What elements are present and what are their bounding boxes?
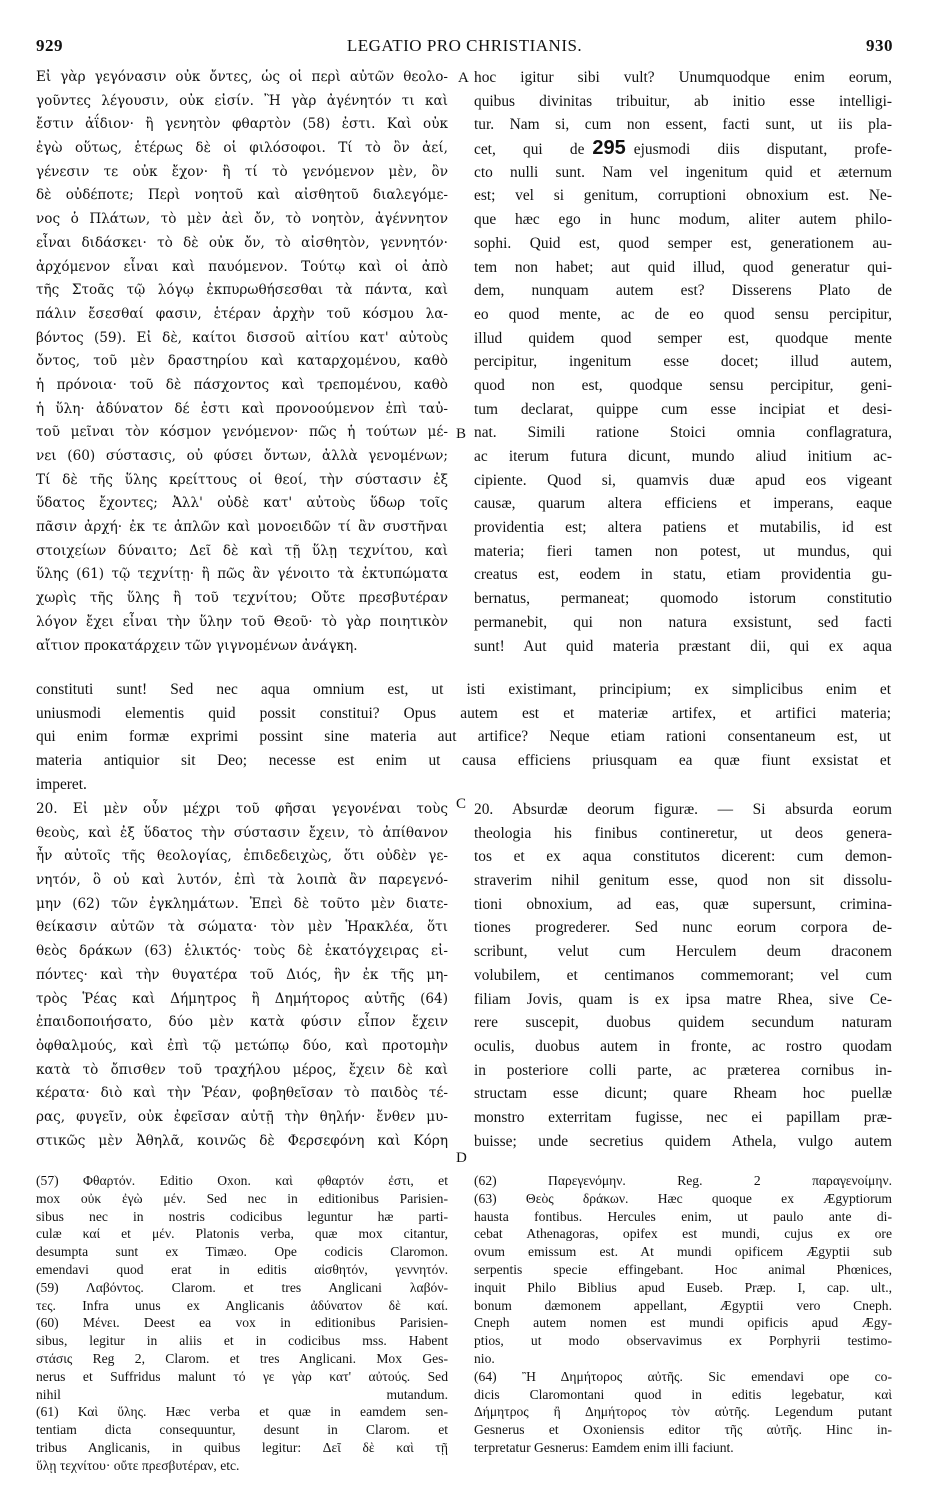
latin-top-line: permanebit, qui non natura exsistunt, sed facti <box>474 613 892 631</box>
greek-top-line: εἶναι διδάσκει· τὸ δὲ οὐκ ὄν, τὸ αἰσθητὸν, γεννητόν· <box>36 234 448 251</box>
greek-bottom-line: θεοὺς, καὶ ἐξ ὕδατος τὴν σύστασιν ἔχειν, τὸ ἀπίθανον <box>36 824 448 841</box>
footnote-left-line: (59) Λαβόντος. Clarom. et tres Anglicani λαβόν- <box>36 1279 448 1295</box>
latin-top-line: cto nulli sunt. Nam vel ingenitum quid et æternum <box>474 163 892 181</box>
greek-bottom-line: ἐπαιδοποιήσατο, δύο μὲν κατὰ φύσιν εἶπον ἔχειν <box>36 1014 448 1031</box>
footnote-right-line: ovum emissum est. At mundi opificem Ægyptii sub <box>474 1244 892 1260</box>
running-header <box>36 36 893 62</box>
footnote-right-line: cebat Athenagoras, opifex est mundi, cujus ex ore <box>474 1226 892 1242</box>
latin-top-line: hoc igitur sibi vult? Unumquodque enim eorum, <box>474 69 892 86</box>
latin-bottom-line: oculis, duobus autem in fronte, ac rostro quodam <box>474 1037 892 1055</box>
latin-top-line: sophi. Quid est, quod semper est, generationem au- <box>474 234 892 252</box>
latin-bottom-line: filiam Jovis, quam is ex ipsa matre Rhea, sive Ce- <box>474 990 892 1008</box>
latin-bottom-line: structam esse dicunt; quare Rheam hoc puellæ <box>474 1085 892 1103</box>
latin-full-width-text <box>36 678 891 796</box>
greek-top-line: Εἰ γὰρ γεγόνασιν οὐκ ὄντες, ὡς οἱ περὶ αὐτῶν θεολο- <box>36 69 448 85</box>
greek-top-line: ὄντος, τοῦ μὲν δραστηρίου καὶ καταρχομένου, καθὸ <box>36 353 448 370</box>
footnote-right-line: (64) Ἢ Δημήτορος αὐτῆς. Sic emendavi ope co- <box>474 1368 892 1384</box>
greek-top-line: λόγον ἔχει εἶναι τὴν ὕλην τοῦ Θεοῦ· τὸ γὰρ ποιητικὸν <box>36 613 448 630</box>
latin-full-line: imperet. <box>36 775 87 793</box>
section-marker-d: D <box>456 1150 467 1166</box>
footnote-left-line: nerus et Suffridus malunt τό γε γὰρ κατ' αὐτούς. Sed <box>36 1368 448 1384</box>
greek-top-line: νος ὁ Πλάτων, τὸ μὲν ἀεὶ ὄν, τὸ νοητὸν, ἀγέννητον <box>36 211 448 228</box>
greek-bottom-line: τρὸς Ῥέας καὶ Δήμητρος ἢ Δημήτορος αὐτῆς (64) <box>36 990 448 1007</box>
footnote-left-line: στάσις Reg 2, Clarom. et tres Anglicani. Mox Ges- <box>36 1350 448 1366</box>
footnote-left-line: desumpta sunt ex Timæo. Ope codicis Claromon. <box>36 1244 448 1260</box>
latin-top-line: creatus est, eodem in statu, etiam providentia gu- <box>474 566 892 584</box>
greek-top-line: ἔστιν ἀΐδιον· ἢ γενητὸν φθαρτὸν (58) ἐστι. Καὶ οὐκ <box>36 116 448 133</box>
footnote-right-line: Δήμητρος ἢ Δημήτορος τὸν αὐτῆς. Legendum putant <box>474 1404 892 1420</box>
greek-bottom-line: μην (62) τῶν ἐγκλημάτων. Ἐπεὶ δὲ τοῦτο μὲν διατε- <box>36 895 448 912</box>
footnote-right-line: nio. <box>474 1350 495 1366</box>
latin-bottom-line: straverim nihil genitum esse, quod non sit dissolu- <box>474 872 892 890</box>
latin-top-line: tur. Nam si, cum non essent, facti sunt, ut iis pla- <box>474 116 892 134</box>
greek-bottom-line: κατὰ τὸ ὄπισθεν τοῦ τραχήλου μέρος, ἔχειν δὲ καὶ <box>36 1061 448 1078</box>
greek-top-line: στοιχείων δύναιτο; Δεῖ δὲ καὶ τῇ ὕλῃ τεχνίτου, καὶ <box>36 542 448 559</box>
section-marker-c: C <box>456 796 467 812</box>
greek-bottom-line: στικῶς μὲν Ἀθηλᾶ, κοινῶς δὲ Φερσεφόνη καὶ Κόρη <box>36 1132 448 1149</box>
section-marker-a: A <box>458 70 469 86</box>
greek-top-line: ἀρχόμενον εἶναι καὶ παυόμενον. Τούτῳ καὶ οἱ ἀπὸ <box>36 258 448 275</box>
greek-top-line: νει (60) σύστασις, οὐ φύσει ὄντων, ἀλλὰ γενομένων; <box>36 448 448 464</box>
latin-bottom-line: theologia his finibus contineretur, ut deos genera- <box>474 824 892 842</box>
page-number-right: 930 <box>866 36 893 55</box>
greek-bottom-line: νητόν, ὃ οὐ καὶ λυτόν, ἐπὶ τὰ λοιπὰ ἂν παρεγενό- <box>36 872 448 889</box>
greek-top-line: γένεσιν τε οὐκ ἔχον· ἢ τί τὸ γενόμενον μὲν, ὂν <box>36 163 448 180</box>
latin-bottom-line: tos et ex aqua constitutos dicerent: cum demon- <box>474 848 892 866</box>
greek-top-line: τοῦ μεῖναι τὸν κόσμον γενόμενον· πῶς ἡ τούτων μέ- <box>36 424 448 441</box>
footnote-left-line: culæ καί et μέν. Platonis verba, quæ mox citantur, <box>36 1226 448 1242</box>
latin-top-line: tum declarat, quippe cum esse incipiat et desi- <box>474 400 892 418</box>
footnote-right-line: hausta fontibus. Hercules enim, ut paulo ante di- <box>474 1208 892 1224</box>
latin-bottom-line: tioni obnoxium, ad eas, quæ supersunt, crimina- <box>474 895 892 913</box>
latin-top-line: que hæc ego in hunc modum, aliter autem philo- <box>474 211 892 229</box>
latin-top-line: nat. Simili ratione Stoici omnia conflagratura, <box>474 424 892 442</box>
latin-column-bottom <box>474 798 892 1153</box>
footnote-right-line: (62) Παρεγενόμην. Reg. 2 παραγενοίμην. <box>474 1173 892 1188</box>
greek-bottom-line: ρας, φυγεῖν, οὐκ ἐφεῖσαν αὐτῇ τὴν θηλήν· ἔνθεν μυ- <box>36 1108 448 1125</box>
latin-top-line: quibus divinitas tribuitur, ab initio esse intelligi- <box>474 92 892 110</box>
footnote-left-line: nihil mutandum. <box>36 1386 448 1402</box>
latin-top-line: percipitur, ingenitum esse docet; illud autem, <box>474 353 892 371</box>
footnote-left-line: mox οὐκ ἐγὼ μέν. Sed nec in editionibus Parisien- <box>36 1190 448 1206</box>
greek-top-line: ἡ πρόνοια· τοῦ δὲ πάσχοντος καὶ τρεπομένου, καθὸ <box>36 376 448 393</box>
footnote-left-line: tribus Anglicanis, in quibus legitur: Δεῖ δὲ καὶ τῇ <box>36 1439 448 1455</box>
footnote-left-line: sibus, legitur in aliis et in codicibus mss. Habent <box>36 1333 448 1349</box>
latin-top-line: materia; fieri tamen non potest, ut mundus, qui <box>474 542 892 560</box>
footnote-right-line: bonum dæmonem appellant, Ægyptii vero Cneph. <box>474 1297 892 1313</box>
greek-bottom-line: ἦν αὐτοῖς τῆς θεολογίας, ἐπιδεδειχὼς, ὅτι οὐδὲν γε- <box>36 848 448 865</box>
greek-top-line: ὕλης (61) τῷ τεχνίτῃ· ἢ πῶς ἂν γένοιτο τὰ ἐκτυπώματα <box>36 566 448 583</box>
latin-full-line: constituti sunt! Sed nec aqua omnium est, ut isti existimant, principium; ex simplicibus enim et <box>36 681 891 698</box>
greek-column-bottom <box>36 798 448 1153</box>
footnote-right-line: ptios, ut modo observavimus ex Porphyrii testimo- <box>474 1333 892 1349</box>
running-title: LEGATIO PRO CHRISTIANIS. <box>346 36 583 55</box>
latin-top-line: tem non habet; aut quid illud, quod generatur qui- <box>474 258 892 276</box>
footnote-left-line: emendavi quod erat in editis αἰσθητόν, γεννητόν. <box>36 1261 448 1277</box>
page-number-left: 929 <box>36 36 63 55</box>
greek-top-line: δὲ οὐδέποτε; Περὶ νοητοῦ καὶ αἰσθητοῦ διαλεγόμε- <box>36 187 448 204</box>
greek-top-line: ἐγὼ οὕτως, ἑτέρως δὲ οἱ φιλόσοφοι. Τί τὸ ὂν ἀεί, <box>36 140 448 157</box>
latin-top-line-part: ejusmodi diis disputant, profe- <box>633 141 892 159</box>
footnote-left-line: τες. Infra unus ex Anglicanis ἀδύνατον δὲ καί. <box>36 1297 448 1313</box>
footnote-right-line: (63) Θεὸς δράκων. Hæc quoque ex Ægyptiorum <box>474 1190 892 1206</box>
latin-bottom-line: rere suscepit, duobus quidem secundum naturam <box>474 1014 892 1032</box>
section-marker-b: B <box>456 426 467 442</box>
latin-column-top <box>474 66 892 658</box>
greek-top-line: γοῦντες λέγουσιν, οὐκ εἰσίν. Ἢ γὰρ ἀγένητόν τι καὶ <box>36 92 448 109</box>
latin-bottom-line: volubilem, et centimanos commemorant; vel cum <box>474 966 892 984</box>
greek-top-line: αἴτιον προκατάρχειν τῶν γιγνομένων ἀνάγκη. <box>36 637 358 654</box>
footnote-right-line: inquit Philo Biblius apud Euseb. Præp. I, cap. ult., <box>474 1279 892 1295</box>
latin-bottom-line: in posteriore colli parte, ac præterea cornibus in- <box>474 1061 892 1079</box>
footnotes-right <box>474 1172 892 1457</box>
latin-bottom-line: buisse; unde secretius quidem Athela, vulgo autem <box>474 1132 892 1150</box>
footnote-right-line: dicis Claromontani quod in editis legebatur, καὶ <box>474 1386 892 1402</box>
greek-bottom-line: θείκασιν αὐτῶν τὰ σώματα· τὸν μὲν Ἡρακλέα, ὅτι <box>36 919 448 936</box>
footnote-right-line: terpretatur Gesnerus: Eamdem enim illi faciunt. <box>474 1439 734 1455</box>
latin-top-line: ac iterum futura dicunt, mundo aliud initium ac- <box>474 448 892 465</box>
footnote-left-line: sibus nec in nostris codicibus leguntur hæ parti- <box>36 1208 448 1224</box>
footnote-right-line: serpentis specie effingebant. Hoc animal Phœnices, <box>474 1261 892 1277</box>
migne-column-number: 295 <box>592 137 626 160</box>
latin-top-line: illud quidem quod semper est, quodque mente <box>474 329 892 347</box>
latin-bottom-line: scribunt, velut cum Herculem deum draconem <box>474 943 892 961</box>
latin-top-line: eo quod mente, ac de eo quod sensu percipitur, <box>474 305 892 323</box>
latin-top-line-with-page-ref <box>474 137 892 161</box>
greek-column-top <box>36 66 448 658</box>
latin-top-line: est; vel si genitum, corruptioni obnoxium est. Ne- <box>474 187 892 205</box>
latin-top-line: quod non est, quodque sensu percipitur, geni- <box>474 376 892 394</box>
greek-top-line: τῆς Στοᾶς τῷ λόγῳ ἐκπυρωθήσεσθαι τὰ πάντα, καὶ <box>36 282 448 299</box>
footnote-right-line: Gesnerus et Oxoniensis editor τῆς αὐτῆς. Hinc in- <box>474 1422 892 1438</box>
footnote-left-line: ὕλῃ τεχνίτου· οὔτε πρεσβυτέραν, etc. <box>36 1457 240 1473</box>
footnote-left-line: (61) Καὶ ὕλης. Hæc verba et quæ in eamdem sen- <box>36 1404 448 1420</box>
greek-bottom-line: πόντες· καὶ τὴν θυγατέρα τοῦ Διός, ἣν ἐκ τῆς μη- <box>36 966 448 983</box>
greek-bottom-line: κέρατα· διὸ καὶ τὴν Ῥέαν, φοβηθεῖσαν τὸ παιδὸς τέ- <box>36 1085 448 1102</box>
latin-bottom-line: monstro exterritam fugisse, nec ei papillam præ- <box>474 1108 892 1126</box>
latin-top-line: cipiente. Quod si, quamvis duæ apud eos vigeant <box>474 471 892 489</box>
footnote-left-line: (60) Μένει. Deest ea vox in editionibus Parisien- <box>36 1315 448 1331</box>
latin-top-line-part: cet, qui de <box>474 141 585 159</box>
latin-top-line: bernatus, permaneat; quomodo istorum constitutio <box>474 590 892 608</box>
greek-top-line: Τί δὲ τῆς ὕλης κρείττους οἱ θεοί, τὴν σύστασιν ἐξ <box>36 471 448 488</box>
greek-top-line: ὕδατος ἔχοντες; Ἀλλ' οὐδὲ κατ' αὐτοὺς ὕδωρ τοῖς <box>36 495 448 512</box>
greek-top-line: χωρὶς τῆς ὕλης ἢ τοῦ τεχνίτου; Οὔτε πρεσβυτέραν <box>36 590 448 607</box>
greek-top-line: πάλιν ἔσεσθαί φασιν, ἑτέραν ἀρχὴν τοῦ κόσμου λα- <box>36 305 448 322</box>
latin-top-line: causæ, quarum altera efficiens et imperans, eaque <box>474 495 892 513</box>
latin-full-line: qui enim formæ exprimi possint sine materia aut artifice? Neque etiam rationi consentaneum est, ut <box>36 728 891 746</box>
greek-top-line: βόντος (59). Εἰ δὲ, καίτοι δισσοῦ αἰτίου κατ' αὐτοὺς <box>36 329 448 346</box>
latin-bottom-line: 20. Absurdæ deorum figuræ. — Si absurda eorum <box>474 801 892 818</box>
latin-bottom-line: tiones progrederer. Sed nunc eorum corpora de- <box>474 919 892 937</box>
footnotes-left <box>36 1172 448 1475</box>
latin-full-line: materia antiquior sit Deo; necesse est enim ut causa efficiens priusquam ea quæ fiunt exsistat et <box>36 752 891 770</box>
greek-bottom-line: 20. Εἰ μὲν οὖν μέχρι τοῦ φῆσαι γεγονέναι τοὺς <box>36 801 448 817</box>
greek-bottom-line: ὀφθαλμούς, καὶ ἐπὶ τῷ μετώπῳ δύο, καὶ προτομὴν <box>36 1037 448 1054</box>
latin-full-line: uniusmodi elementis quid possit constitui? Opus autem est et materiæ artifex, et artifici materia; <box>36 704 891 722</box>
footnote-left-line: (57) Φθαρτόν. Editio Oxon. καὶ φθαρτόν ἐστι, et <box>36 1173 448 1188</box>
greek-top-line: πᾶσιν ἀρχή· ἐκ τε ἁπλῶν καὶ μονοειδῶν τί ἂν συστῆναι <box>36 519 448 536</box>
greek-bottom-line: θεὸς δράκων (63) ἑλικτός· τοὺς δὲ ἑκατόγχειρας εἰ- <box>36 943 448 960</box>
greek-top-line: ἡ ὕλη· ἀδύνατον δέ ἐστι καὶ προνοούμενον ἐπὶ ταὐ- <box>36 400 448 417</box>
latin-top-line: sunt! Aut quid materia præstant dii, qui ex aqua <box>474 637 892 655</box>
footnote-right-line: Cneph autem nomen est mundi opificis apud Ægy- <box>474 1315 892 1331</box>
latin-top-line: dem, nunquam autem est? Disserens Plato de <box>474 282 892 300</box>
footnote-left-line: tentiam dicta consequuntur, desunt in Clarom. et <box>36 1422 448 1438</box>
latin-top-line: providentia est; altera patiens et mutabilis, id est <box>474 519 892 537</box>
